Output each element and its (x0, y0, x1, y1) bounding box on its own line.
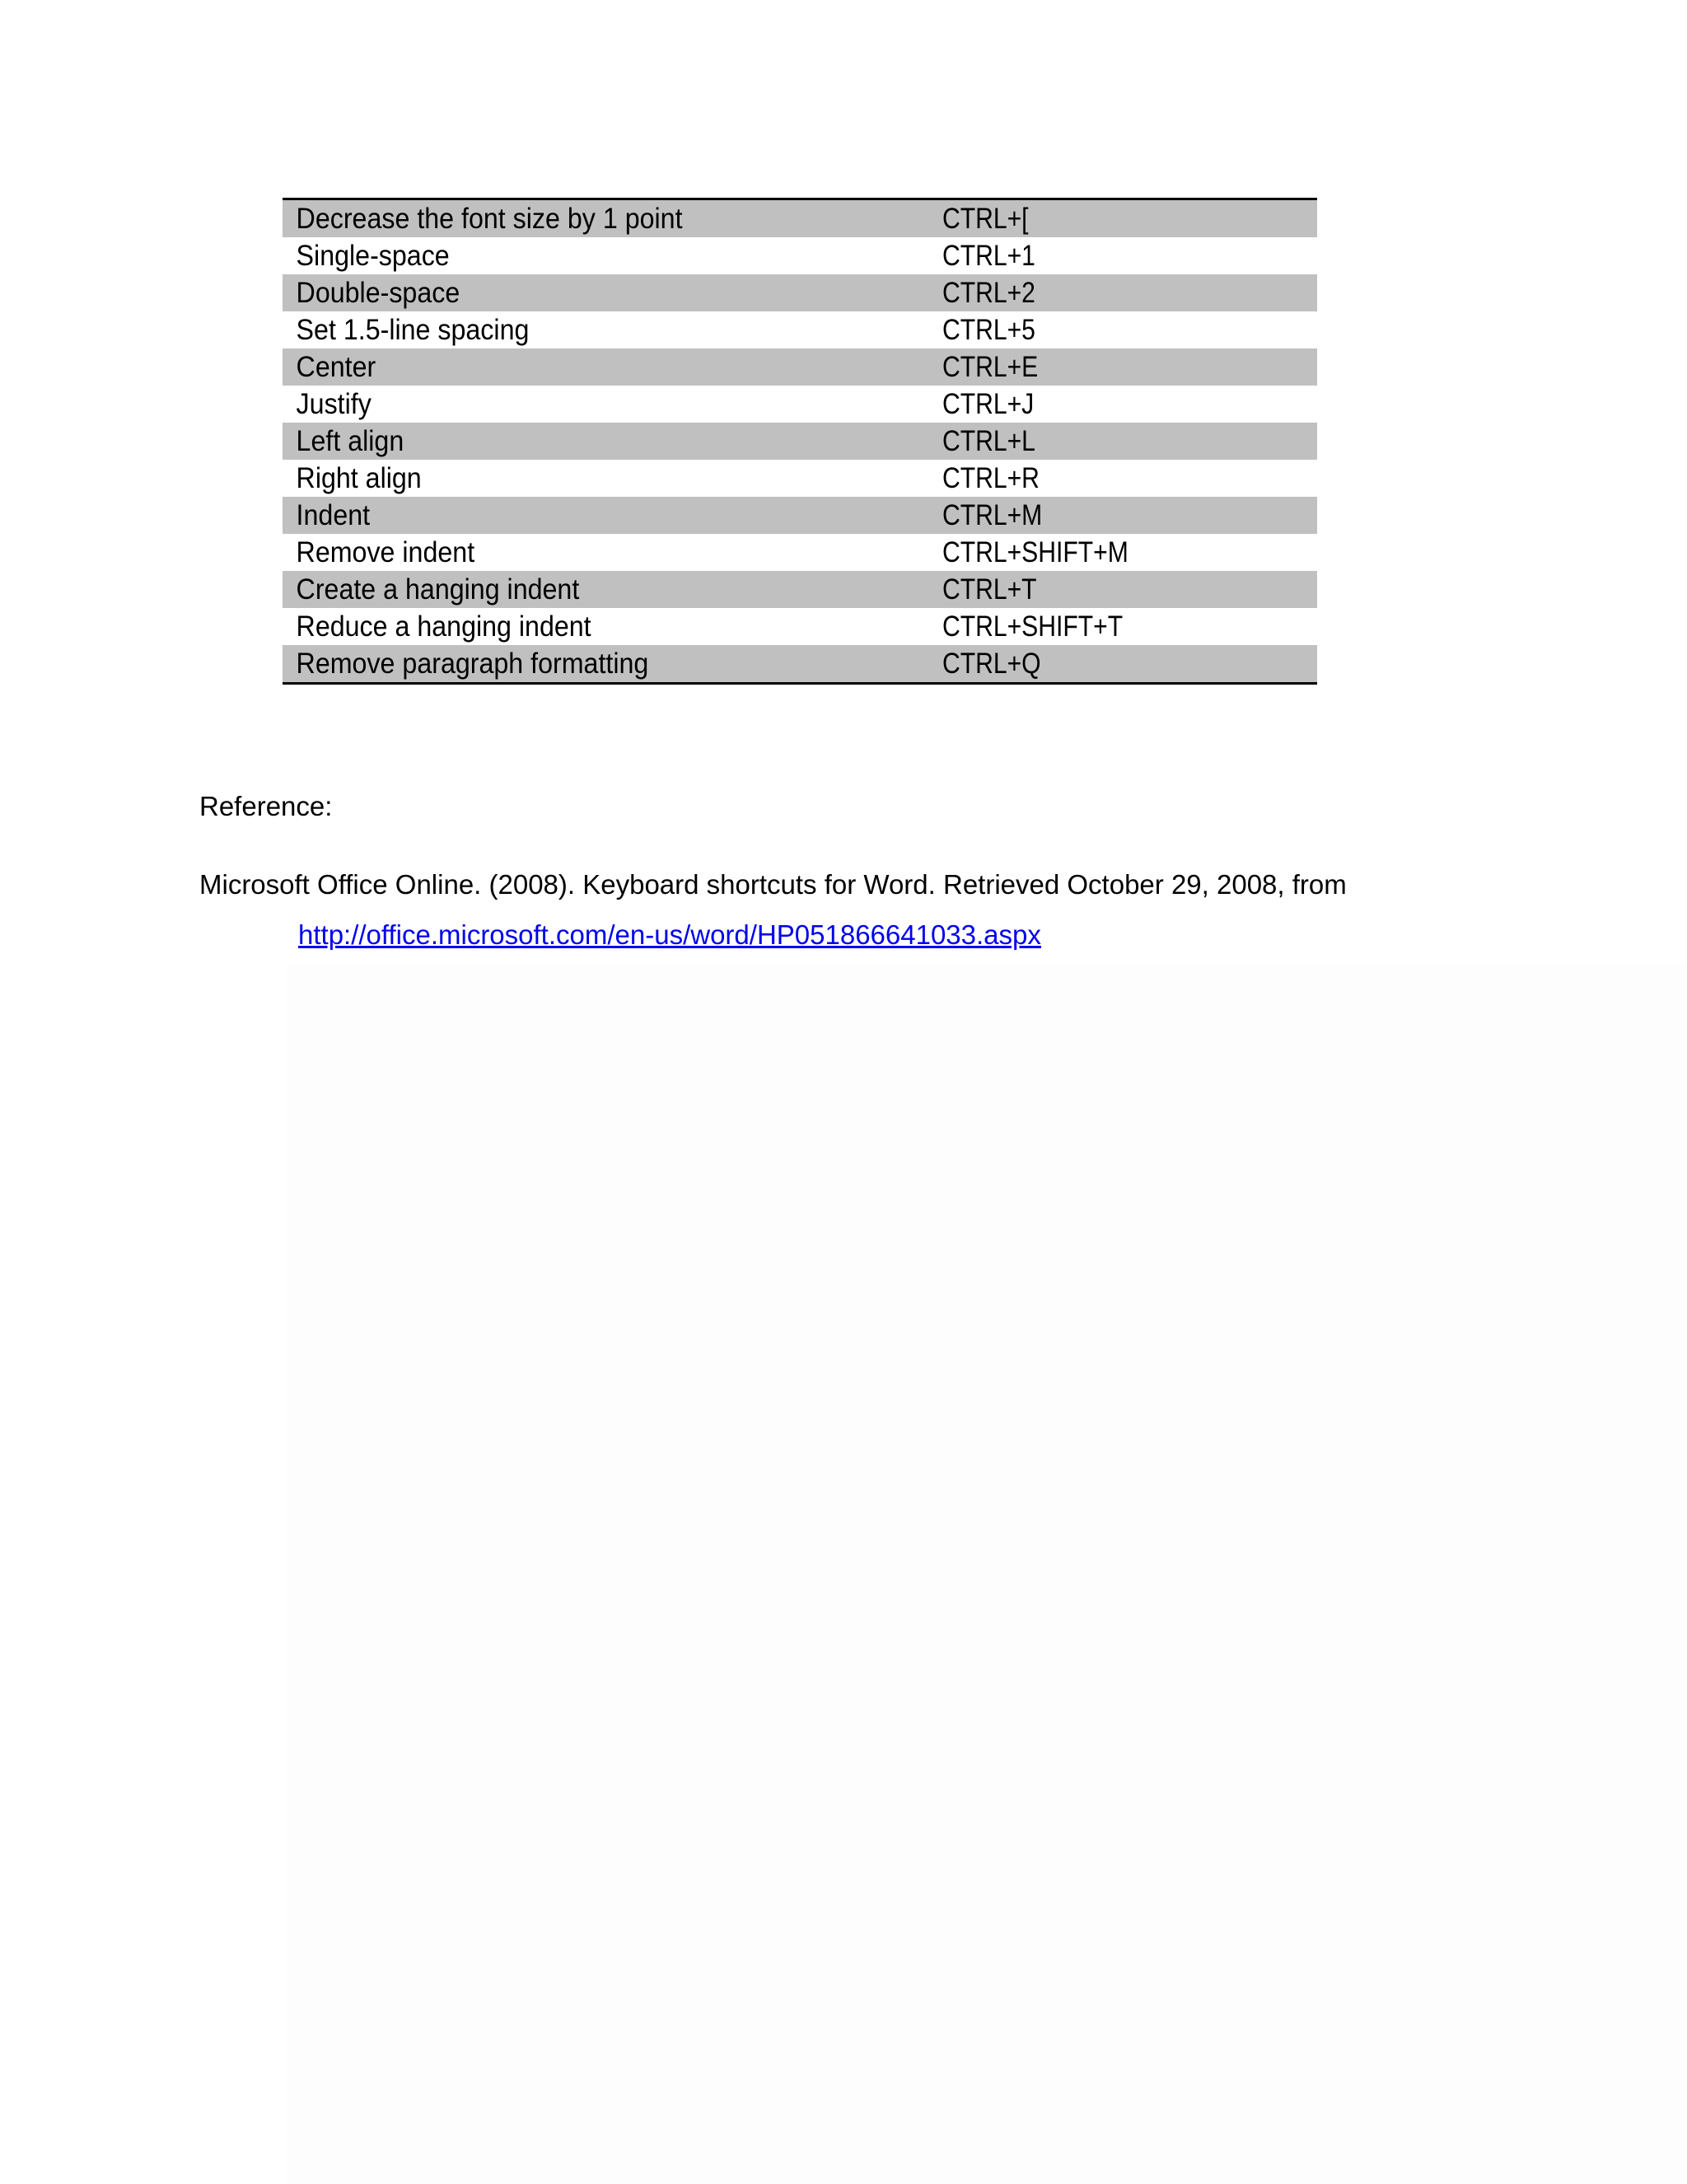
shortcut-keys: CTRL+Q (942, 647, 1041, 680)
table-row (283, 200, 1317, 237)
table-row (283, 386, 1317, 423)
table-row (283, 311, 1317, 348)
shortcut-action: Justify (296, 387, 372, 420)
shortcut-action: Right align (296, 461, 422, 494)
reference-heading: Reference: (199, 791, 333, 821)
shortcut-keys: CTRL+R (942, 461, 1040, 494)
shortcut-action: Left align (296, 424, 404, 457)
table-row (283, 274, 1317, 311)
shortcut-action: Create a hanging indent (296, 573, 580, 606)
table-row (283, 534, 1317, 571)
shortcut-action: Remove paragraph formatting (296, 647, 649, 680)
table-row (283, 237, 1317, 274)
table-row (283, 645, 1317, 682)
shortcut-keys: CTRL+E (942, 350, 1039, 383)
table-row (283, 348, 1317, 386)
table-row (283, 423, 1317, 460)
shortcut-action: Reduce a hanging indent (296, 610, 591, 643)
shortcut-keys: CTRL+L (942, 424, 1035, 457)
table-row (283, 608, 1317, 645)
shortcut-keys: CTRL+[ (942, 202, 1029, 235)
reference-citation: Microsoft Office Online. (2008). Keyboard shortcuts for Word. Retrieved October 29, 2008, from (199, 869, 1347, 900)
shortcut-action: Double-space (296, 276, 460, 309)
shortcut-action: Decrease the font size by 1 point (296, 202, 683, 235)
table-row (283, 497, 1317, 534)
page-background (287, 964, 1687, 2184)
reference-link[interactable]: http://office.microsoft.com/en-us/word/HP051866641033.aspx (298, 919, 1041, 950)
shortcut-keys: CTRL+T (942, 573, 1037, 606)
shortcut-action: Single-space (296, 239, 450, 272)
shortcut-action: Set 1.5-line spacing (296, 313, 530, 346)
shortcut-keys: CTRL+2 (942, 276, 1035, 309)
shortcut-keys: CTRL+M (942, 498, 1043, 531)
shortcut-action: Center (296, 350, 376, 383)
table-row (283, 571, 1317, 608)
shortcut-keys: CTRL+SHIFT+M (942, 535, 1129, 568)
shortcut-keys: CTRL+5 (942, 313, 1035, 346)
shortcut-table (283, 198, 1317, 685)
shortcut-action: Indent (296, 498, 371, 531)
shortcut-keys: CTRL+SHIFT+T (942, 610, 1124, 643)
shortcut-keys: CTRL+J (942, 387, 1035, 420)
shortcut-action: Remove indent (296, 535, 475, 568)
table-row (283, 460, 1317, 497)
shortcut-keys: CTRL+1 (942, 239, 1035, 272)
